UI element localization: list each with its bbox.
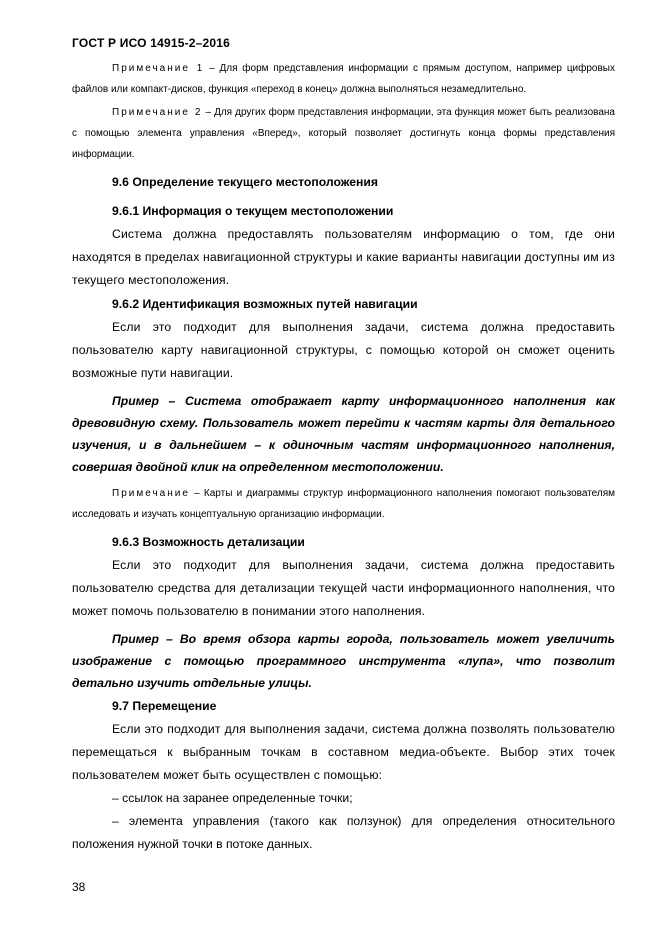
note-1 <box>72 58 615 100</box>
example-9-6-3: Пример – Во время обзора карты города, пользователь может увеличить изображение с помощью программного инструмента «лупа», что позволит детально изучить отдельные улицы. <box>72 632 615 690</box>
list-item: – элемента управления (такого как ползунок) для определения относительного положения нужной точки в потоке данных. <box>72 814 615 851</box>
section-heading-9-6-2: 9.6.2 Идентификация возможных путей навигации <box>112 297 418 311</box>
page-number: 38 <box>72 880 86 894</box>
list-item: – ссылок на заранее определенные точки; <box>112 791 353 805</box>
paragraph-9-7: Если это подходит для выполнения задачи, система должна позволять пользователю перемещаться к выбранным точкам в составном медиа-объекте. Выбор этих точек пользователем может быть осуществлен с помощью: <box>72 722 615 782</box>
section-heading-9-6-3: 9.6.3 Возможность детализации <box>112 535 305 549</box>
section-heading-9-6-1: 9.6.1 Информация о текущем местоположении <box>112 204 394 218</box>
note-text: – Карты и диаграммы структур информационного наполнения помогают пользователям исследовать и изучать концептуальную организацию информации. <box>72 488 615 520</box>
note-2 <box>72 102 615 165</box>
note-label: Примечание 1 <box>112 63 205 74</box>
section-heading-9-7: 9.7 Перемещение <box>112 699 217 713</box>
paragraph-9-6-3: Если это подходит для выполнения задачи, система должна предоставить пользователю средства для детализации текущей части информационного наполнения, что может помочь пользователю в понимании этого наполнения. <box>72 558 615 618</box>
paragraph-9-6-1: Система должна предоставлять пользователям информацию о том, где они находятся в пределах навигационной структуры и какие варианты навигации доступны им из текущего местоположения. <box>72 227 615 287</box>
example-9-6-2: Пример – Система отображает карту информационного наполнения как древовидную схему. Пользователь может перейти к частям карты для детального изучения, и в дальнейшем – к одиночным частям информационного наполнения, совершая двойной клик на определенном местоположении. <box>72 394 615 474</box>
paragraph-9-6-2: Если это подходит для выполнения задачи, система должна предоставить пользователю карту навигационной структуры, с помощью которой он сможет оценить возможные пути навигации. <box>72 320 615 380</box>
note-text: – Для форм представления информации с прямым доступом, например цифровых файлов или компакт-дисков, функция «переход в конец» должна выполняться незамедлительно. <box>72 63 615 95</box>
section-heading-9-6: 9.6 Определение текущего местоположения <box>112 175 378 189</box>
note-text: – Для других форм представления информации, эта функция может быть реализована с помощью элемента управления «Вперед», который позволяет достигнуть конца формы представления информации. <box>72 107 615 160</box>
note-label: Примечание <box>112 488 190 499</box>
page-body <box>72 58 615 856</box>
note-3 <box>72 483 615 525</box>
document-header: ГОСТ Р ИСО 14915-2–2016 <box>72 36 231 50</box>
note-label: Примечание 2 <box>112 107 203 118</box>
